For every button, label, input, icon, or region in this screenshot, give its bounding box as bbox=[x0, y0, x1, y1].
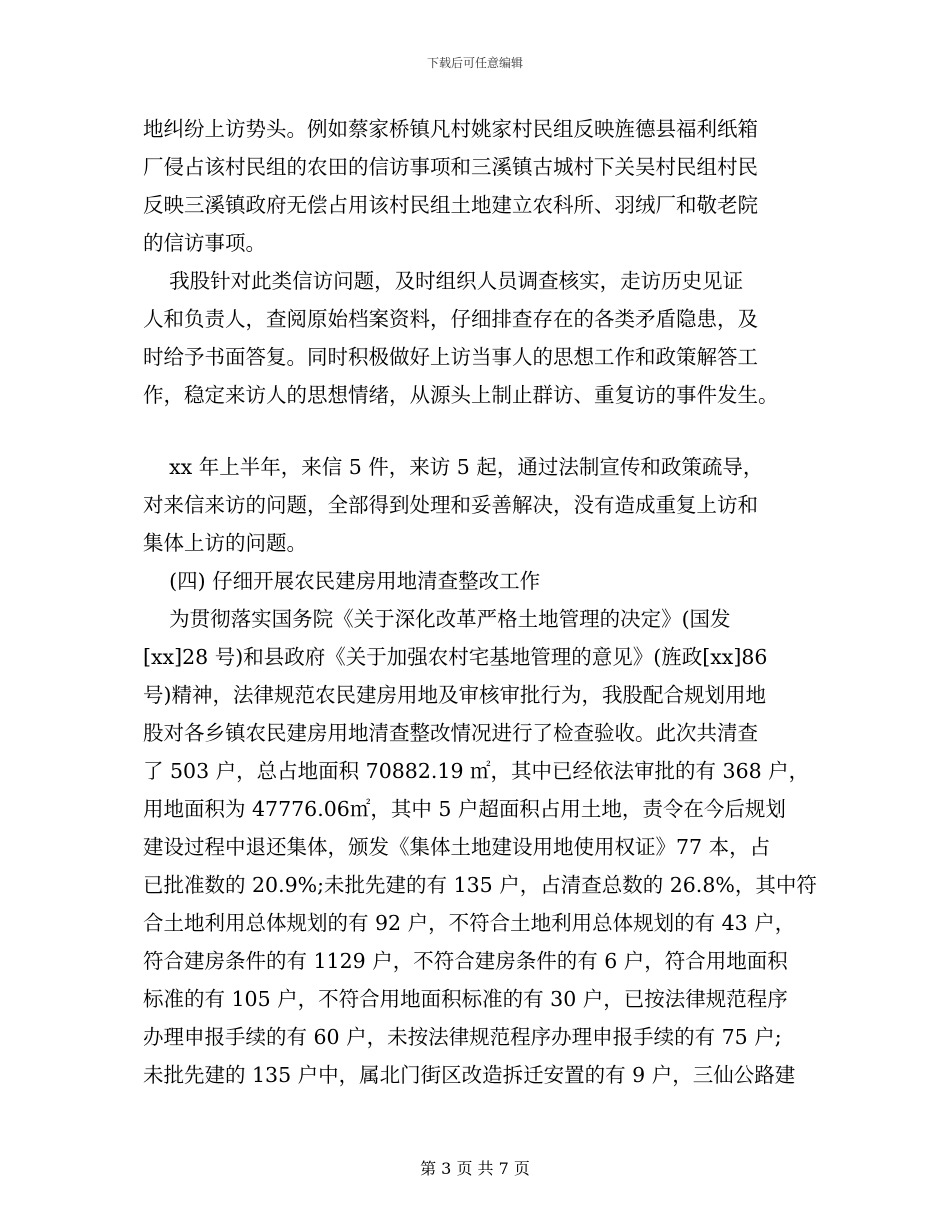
text-line: 地纠纷上访势头。例如蔡家桥镇凡村姚家村民组反映旌德县福利纸箱 bbox=[143, 117, 758, 141]
text-line: 用地面积为 47776.06㎡，其中 5 户超面积占用土地，责令在今后规划 bbox=[143, 797, 786, 821]
text-line: 标准的有 105 户，不符合用地面积标准的有 30 户，已按法律规范程序 bbox=[143, 987, 788, 1011]
text-line: 办理申报手续的有 60 户，未按法律规范程序办理申报手续的有 75 户; bbox=[143, 1025, 782, 1049]
text-line: 时给予书面答复。同时积极做好上访当事人的思想工作和政策解答工 bbox=[143, 345, 758, 369]
text-line: 人和负责人，查阅原始档案资料，仔细排查存在的各类矛盾隐患，及 bbox=[143, 307, 758, 331]
text-line: 厂侵占该村民组的农田的信访事项和三溪镇古城村下关吴村民组村民 bbox=[143, 155, 758, 179]
text-line: 对来信来访的问题，全部得到处理和妥善解决，没有造成重复上访和 bbox=[143, 493, 758, 517]
text-line: 集体上访的问题。 bbox=[143, 531, 307, 555]
paragraph-gap bbox=[143, 414, 813, 448]
text-line: 作，稳定来访人的思想情绪，从源头上制止群访、重复访的事件发生。 bbox=[143, 383, 779, 407]
page-header: 下载后可任意编辑 bbox=[426, 56, 523, 70]
text-line: 建设过程中退还集体，颁发《集体土地建设用地使用权证》77 本，占 bbox=[143, 835, 771, 859]
text-line: xx 年上半年，来信 5 件，来访 5 起，通过法制宣传和政策疏导， bbox=[143, 455, 764, 479]
text-line: 已批准数的 20.9%;未批先建的有 135 户，占清查总数的 26.8%，其中符 bbox=[143, 873, 817, 897]
document-body bbox=[143, 110, 817, 1094]
section-heading: (四) 仔细开展农民建房用地清查整改工作 bbox=[143, 569, 541, 593]
text-line: 反映三溪镇政府无偿占用该村民组土地建立农科所、羽绒厂和敬老院 bbox=[143, 193, 758, 217]
text-line: 号)精神，法律规范农民建房用地及审核审批行为，我股配合规划用地 bbox=[143, 683, 766, 707]
text-line: 符合建房条件的有 1129 户，不符合建房条件的有 6 户，符合用地面积 bbox=[143, 949, 788, 973]
text-line: 为贯彻落实国务院《关于深化改革严格土地管理的决定》(国发 bbox=[143, 607, 731, 631]
text-line: 合土地利用总体规划的有 92 户，不符合土地利用总体规划的有 43 户， bbox=[143, 911, 796, 935]
text-line: 我股针对此类信访问题，及时组织人员调查核实，走访历史见证 bbox=[143, 269, 744, 293]
text-line: 了 503 户，总占地面积 70882.19 ㎡，其中已经依法审批的有 368 户， bbox=[143, 759, 810, 783]
text-line: 股对各乡镇农民建房用地清查整改情况进行了检查验收。此次共清查 bbox=[143, 721, 758, 745]
text-line: 未批先建的 135 户中，属北门街区改造拆迁安置的有 9 户，三仙公路建 bbox=[143, 1063, 796, 1087]
text-line: 的信访事项。 bbox=[143, 231, 266, 255]
page-footer: 第 3 页 共 7 页 bbox=[420, 1159, 530, 1178]
text-line: [xx]28 号)和县政府《关于加强农村宅基地管理的意见》(旌政[xx]86 bbox=[143, 645, 768, 669]
